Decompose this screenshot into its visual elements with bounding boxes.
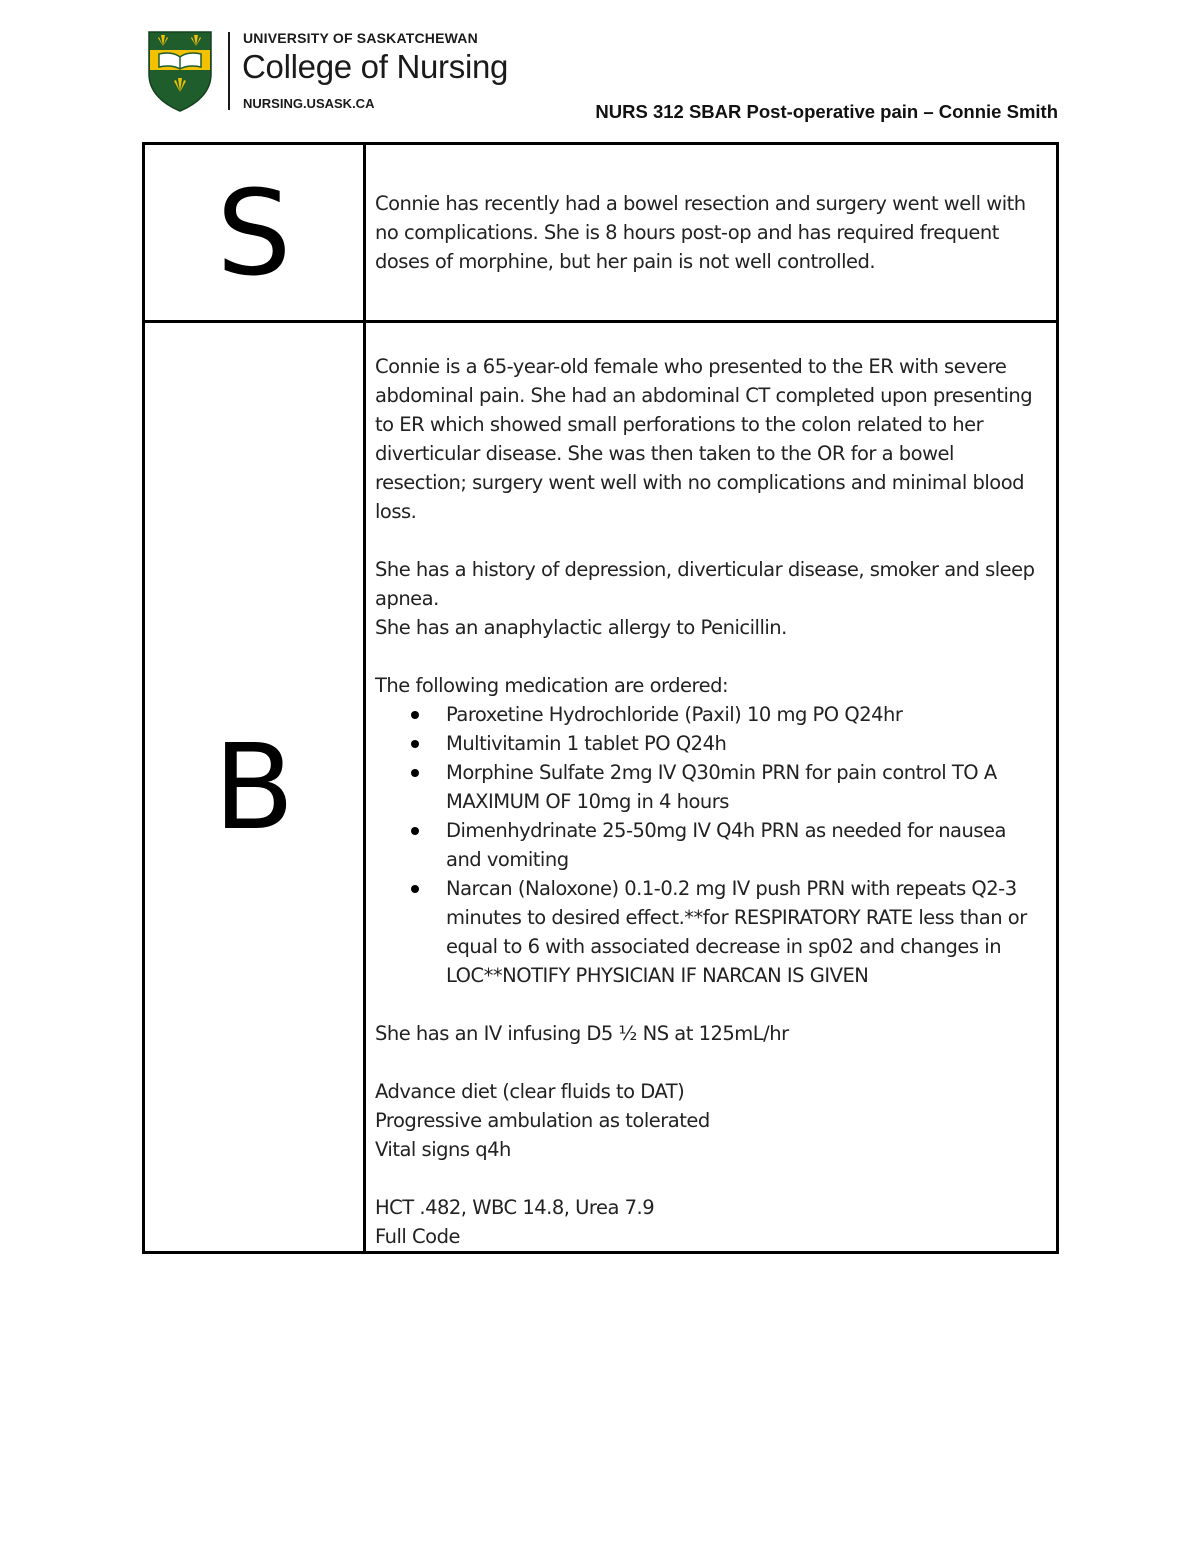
sbar-row-background xyxy=(144,322,1058,1253)
sbar-letter-s: S xyxy=(216,163,292,302)
usask-crest-icon xyxy=(147,30,213,112)
sbar-row-situation xyxy=(144,144,1058,322)
background-intro: Connie is a 65-year-old female who presented to the ER with severe abdominal pain. She had an abdominal CT completed upon presenting to ER which showed small perforations to the colon related to her diverticular disease. She was then taken to the OR for a bowel resection; surgery went well with no complications and minimal blood loss. xyxy=(375,355,1033,523)
university-name: UNIVERSITY OF SASKATCHEWAN xyxy=(243,30,478,46)
background-history: She has a history of depression, diverticular disease, smoker and sleep apnea. xyxy=(375,558,1035,610)
college-name: College of Nursing xyxy=(242,48,509,85)
background-allergy: She has an anaphylactic allergy to Penicillin. xyxy=(375,616,787,639)
college-url: NURSING.USASK.CA xyxy=(243,96,375,111)
meds-heading: The following medication are ordered: xyxy=(375,674,729,697)
order-item: Advance diet (clear fluids to DAT) xyxy=(375,1080,685,1103)
sbar-letter-cell xyxy=(144,322,365,1253)
medication-item: Multivitamin 1 tablet PO Q24h xyxy=(446,729,1044,758)
medication-list xyxy=(375,700,1044,990)
document-title: NURS 312 SBAR Post-operative pain – Connie Smith xyxy=(595,101,1058,122)
iv-order: She has an IV infusing D5 ½ NS at 125mL/hr xyxy=(375,1022,789,1045)
lab-results: HCT .482, WBC 14.8, Urea 7.9 xyxy=(375,1196,655,1219)
background-content xyxy=(365,322,1058,1253)
medication-item: Dimenhydrinate 25-50mg IV Q4h PRN as needed for nausea and vomiting xyxy=(446,816,1044,874)
medication-item: Morphine Sulfate 2mg IV Q30min PRN for pain control TO A MAXIMUM OF 10mg in 4 hours xyxy=(446,758,1044,816)
medication-item: Narcan (Naloxone) 0.1-0.2 mg IV push PRN with repeats Q2-3 minutes to desired effect.**for RESPIRATORY RATE less than or equal to 6 with associated decrease in sp02 and changes in LOC**NOTIFY PHYSICIAN IF NARCAN IS GIVEN xyxy=(446,874,1044,990)
sbar-table xyxy=(142,142,1059,1254)
medication-item: Paroxetine Hydrochloride (Paxil) 10 mg PO Q24hr xyxy=(446,700,1044,729)
sbar-letter-b: B xyxy=(213,718,295,856)
situation-text: Connie has recently had a bowel resection and surgery went well with no complications. She is 8 hours post-op and has required frequent doses of morphine, but her pain is not well controlled. xyxy=(375,192,1026,273)
order-item: Progressive ambulation as tolerated xyxy=(375,1109,710,1132)
sbar-letter-cell xyxy=(144,144,365,322)
logo-divider xyxy=(228,32,230,110)
order-item: Vital signs q4h xyxy=(375,1138,511,1161)
situation-content xyxy=(365,144,1058,322)
code-status: Full Code xyxy=(375,1225,460,1248)
college-logo xyxy=(147,30,567,116)
